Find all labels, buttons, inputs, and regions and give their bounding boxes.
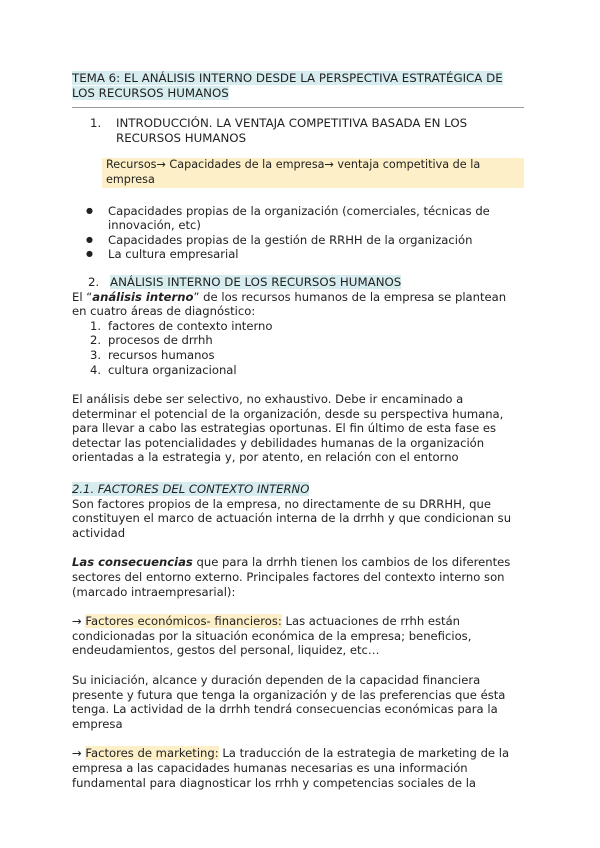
subsection-2-1-heading: 2.1. FACTORES DEL CONTEXTO INTERNO xyxy=(72,482,310,497)
economic-factors-paragraph: → Factores económicos- financieros: Las actuaciones de rrhh están condicionadas por la situación económica de la empresa; beneficios, endeudamientos, gestos del personal, liquidez, etc… xyxy=(72,614,472,658)
capabilities-list xyxy=(72,204,524,262)
list-item: 3. recursos humanos xyxy=(90,347,215,362)
section-1-heading: 1. INTRODUCCIÓN. LA VENTAJA COMPETITIVA BASADA EN LOS RECURSOS HUMANOS xyxy=(90,116,468,145)
analysis-paragraph: El análisis debe ser selectivo, no exhaustivo. Debe ir encaminado a determinar el potencial de la organización, desde su perspectiva humana, para llevar a cabo las estrategias oportunas. El fin último de esta fase es detectar las potencialidades y debilidades humanas de la organización orientadas a la estrategia y, por atento, en relación con el entorno xyxy=(72,392,504,465)
list-item: ● Capacidades propias de la organización (comerciales, técnicas de innovación, etc) xyxy=(72,204,524,233)
marketing-factors-paragraph: → Factores de marketing: La traducción de la estrategia de marketing de la empresa a las capacidades humanas necesarias es una información fundamental para diagnosticar los rrhh y competencias sociales de la xyxy=(72,746,510,790)
context-paragraph: Son factores propios de la empresa, no directamente de su DRRHH, que constituyen el marco de actuación interna de la drrhh y que condicionan su actividad xyxy=(72,496,512,540)
flow-highlight: Recursos→ Capacidades de la empresa→ ventaja competitiva de la empresa xyxy=(72,158,524,187)
list-item: ● Capacidades propias de la gestión de RRHH de la organización xyxy=(72,233,524,248)
consequences-paragraph: Las consecuencias que para la drrhh tienen los cambios de los diferentes sectores del entorno externo. Principales factores del contexto interno son (marcado intraempresarial): xyxy=(72,555,511,599)
section-2-intro: El “análisis interno” de los recursos humanos de la empresa se plantean en cuatro áreas de diagnóstico: xyxy=(72,289,507,319)
document-title: TEMA 6: EL ANÁLISIS INTERNO DESDE LA PERSPECTIVA ESTRATÉGICA DE LOS RECURSOS HUMANOS xyxy=(72,71,503,100)
list-item: ● La cultura empresarial xyxy=(72,247,524,262)
document-page xyxy=(72,71,524,790)
list-item: 2. procesos de drrhh xyxy=(90,333,213,348)
diagnosis-areas-list xyxy=(72,319,524,377)
title-divider xyxy=(72,107,524,108)
financing-paragraph: Su iniciación, alcance y duración dependen de la capacidad financiera presente y futura que tenga la organización y de las preferencias que ésta tenga. La actividad de la drrhh tendrá consecuencias económicas para la empresa xyxy=(72,673,506,731)
list-item: 4. cultura organizacional xyxy=(90,362,237,377)
section-2-heading: 2. ANÁLISIS INTERNO DE LOS RECURSOS HUMANOS xyxy=(88,274,402,289)
list-item: 1. factores de contexto interno xyxy=(90,318,273,333)
